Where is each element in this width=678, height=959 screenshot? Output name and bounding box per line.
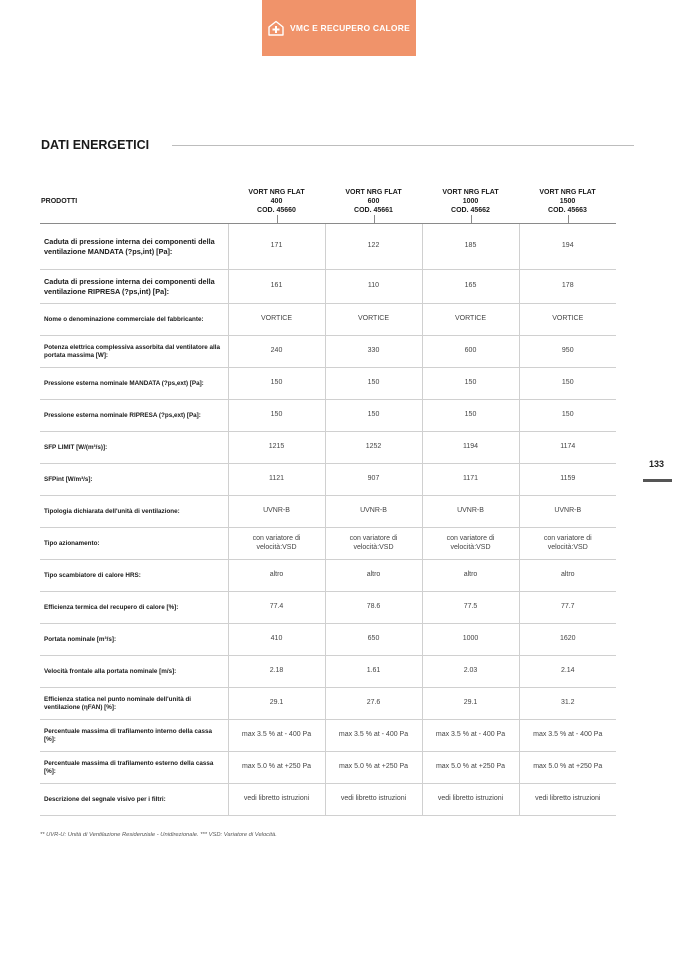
value-cell: vedi libretto istruzioni <box>422 784 519 816</box>
value-cell: con variatore di velocità:VSD <box>422 528 519 560</box>
value-cell: 185 <box>422 224 519 270</box>
row-label: Percentuale massima di trafilamento esterno della cassa [%]: <box>40 752 228 784</box>
product-name: VORT NRG FLAT <box>345 189 402 196</box>
row-label: Portata nominale [m³/s]: <box>40 624 228 656</box>
table-row <box>40 656 616 688</box>
category-tab[interactable] <box>262 0 416 56</box>
table-row <box>40 752 616 784</box>
product-name: VORT NRG FLAT <box>248 189 305 196</box>
value-cell: 150 <box>519 368 616 400</box>
table-row <box>40 432 616 464</box>
value-cell: 29.1 <box>228 688 325 720</box>
value-cell: 77.4 <box>228 592 325 624</box>
value-cell: con variatore di velocità:VSD <box>228 528 325 560</box>
row-label: Velocità frontale alla portata nominale [m/s]: <box>40 656 228 688</box>
value-cell: 110 <box>325 270 422 304</box>
value-cell: 330 <box>325 336 422 368</box>
row-label: Tipo azionamento: <box>40 528 228 560</box>
row-label: Pressione esterna nominale RIPRESA (?ps,ext) [Pa]: <box>40 400 228 432</box>
row-label: Caduta di pressione interna dei componenti della ventilazione MANDATA (?ps,int) [Pa]: <box>40 224 228 270</box>
value-cell: max 3.5 % at - 400 Pa <box>325 720 422 752</box>
value-cell: 150 <box>422 400 519 432</box>
product-name: VORT NRG FLAT <box>442 189 499 196</box>
value-cell: 29.1 <box>422 688 519 720</box>
value-cell: 78.6 <box>325 592 422 624</box>
value-cell: 1000 <box>422 624 519 656</box>
table-row <box>40 224 616 270</box>
house-plus-icon <box>268 20 284 36</box>
product-size: 1000 <box>462 198 479 205</box>
table-row <box>40 464 616 496</box>
table-row <box>40 560 616 592</box>
value-cell: altro <box>228 560 325 592</box>
value-cell: 1620 <box>519 624 616 656</box>
row-label: Efficienza termica del recupero di calore [%]: <box>40 592 228 624</box>
value-cell: UVNR-B <box>228 496 325 528</box>
value-cell: 650 <box>325 624 422 656</box>
value-cell: max 5.0 % at +250 Pa <box>422 752 519 784</box>
value-cell: VORTICE <box>519 304 616 336</box>
value-cell: 2.14 <box>519 656 616 688</box>
value-cell: 150 <box>422 368 519 400</box>
row-label: Tipologia dichiarata dell'unità di ventilazione: <box>40 496 228 528</box>
value-cell: 122 <box>325 224 422 270</box>
page-number: 133 <box>649 459 665 469</box>
section-title: DATI ENERGETICI <box>41 138 150 152</box>
table-row <box>40 528 616 560</box>
value-cell: 907 <box>325 464 422 496</box>
title-divider <box>172 145 634 146</box>
value-cell: 194 <box>519 224 616 270</box>
row-label: Pressione esterna nominale MANDATA (?ps,ext) [Pa]: <box>40 368 228 400</box>
row-label: Descrizione del segnale visivo per i filtri: <box>40 784 228 816</box>
product-code: COD. 45662 <box>451 207 490 214</box>
product-name: VORT NRG FLAT <box>539 189 596 196</box>
value-cell: 161 <box>228 270 325 304</box>
header-tick <box>471 215 472 223</box>
table-row <box>40 336 616 368</box>
value-cell: 150 <box>228 368 325 400</box>
value-cell: 150 <box>228 400 325 432</box>
energy-data-table <box>40 180 616 816</box>
product-size: 400 <box>270 198 283 205</box>
value-cell: max 3.5 % at - 400 Pa <box>422 720 519 752</box>
table-row <box>40 304 616 336</box>
header-tick <box>568 215 569 223</box>
products-header-label: PRODOTTI <box>41 198 78 205</box>
value-cell: 410 <box>228 624 325 656</box>
row-label: Percentuale massima di trafilamento interno della cassa [%]: <box>40 720 228 752</box>
value-cell: vedi libretto istruzioni <box>228 784 325 816</box>
value-cell: 77.5 <box>422 592 519 624</box>
value-cell: altro <box>325 560 422 592</box>
value-cell: altro <box>519 560 616 592</box>
value-cell: vedi libretto istruzioni <box>519 784 616 816</box>
value-cell: 600 <box>422 336 519 368</box>
table-row <box>40 270 616 304</box>
value-cell: 77.7 <box>519 592 616 624</box>
product-header <box>228 180 325 224</box>
product-size: 1500 <box>559 198 576 205</box>
value-cell: 1171 <box>422 464 519 496</box>
value-cell: 2.18 <box>228 656 325 688</box>
product-size: 600 <box>367 198 380 205</box>
value-cell: con variatore di velocità:VSD <box>325 528 422 560</box>
value-cell: altro <box>422 560 519 592</box>
table-header-row <box>40 180 616 224</box>
row-label: Caduta di pressione interna dei componenti della ventilazione RIPRESA (?ps,int) [Pa]: <box>40 270 228 304</box>
product-header <box>325 180 422 224</box>
value-cell: 150 <box>519 400 616 432</box>
footnote: ** UVR-U: Unità di Ventilazione Residenziale - Unidirezionale. *** VSD: Variatore di Velocità. <box>40 832 277 838</box>
value-cell: max 3.5 % at - 400 Pa <box>228 720 325 752</box>
header-tick <box>277 215 278 223</box>
value-cell: VORTICE <box>228 304 325 336</box>
row-label: SFP LIMIT [W/(m³/s)]: <box>40 432 228 464</box>
products-header <box>40 180 228 224</box>
value-cell: 171 <box>228 224 325 270</box>
value-cell: UVNR-B <box>422 496 519 528</box>
value-cell: 1174 <box>519 432 616 464</box>
row-label: Efficienza statica nel punto nominale dell'unità di ventilazione (ηFAN) [%]: <box>40 688 228 720</box>
table-row <box>40 688 616 720</box>
value-cell: 178 <box>519 270 616 304</box>
table-row <box>40 720 616 752</box>
value-cell: con variatore di velocità:VSD <box>519 528 616 560</box>
product-header <box>519 180 616 224</box>
table-row <box>40 624 616 656</box>
value-cell: 1.61 <box>325 656 422 688</box>
page-number-bar <box>643 479 672 482</box>
product-code: COD. 45660 <box>257 207 296 214</box>
value-cell: 1121 <box>228 464 325 496</box>
table-row <box>40 368 616 400</box>
value-cell: 165 <box>422 270 519 304</box>
table-row <box>40 496 616 528</box>
value-cell: 27.6 <box>325 688 422 720</box>
value-cell: 150 <box>325 400 422 432</box>
value-cell: vedi libretto istruzioni <box>325 784 422 816</box>
value-cell: max 5.0 % at +250 Pa <box>228 752 325 784</box>
value-cell: max 5.0 % at +250 Pa <box>519 752 616 784</box>
product-code: COD. 45661 <box>354 207 393 214</box>
value-cell: 1194 <box>422 432 519 464</box>
value-cell: 950 <box>519 336 616 368</box>
value-cell: VORTICE <box>325 304 422 336</box>
row-label: SFPint [W/m³/s]: <box>40 464 228 496</box>
value-cell: 2.03 <box>422 656 519 688</box>
value-cell: 240 <box>228 336 325 368</box>
header-tick <box>374 215 375 223</box>
value-cell: UVNR-B <box>325 496 422 528</box>
table-row <box>40 592 616 624</box>
value-cell: 1215 <box>228 432 325 464</box>
category-tab-label: VMC E RECUPERO CALORE <box>290 23 410 33</box>
product-header <box>422 180 519 224</box>
table-row <box>40 400 616 432</box>
row-label: Nome o denominazione commerciale del fabbricante: <box>40 304 228 336</box>
value-cell: 1159 <box>519 464 616 496</box>
row-label: Tipo scambiatore di calore HRS: <box>40 560 228 592</box>
table-row <box>40 784 616 816</box>
value-cell: max 3.5 % at - 400 Pa <box>519 720 616 752</box>
table-body <box>40 224 616 816</box>
value-cell: max 5.0 % at +250 Pa <box>325 752 422 784</box>
value-cell: VORTICE <box>422 304 519 336</box>
value-cell: 1252 <box>325 432 422 464</box>
value-cell: 31.2 <box>519 688 616 720</box>
value-cell: UVNR-B <box>519 496 616 528</box>
row-label: Potenza elettrica complessiva assorbita dal ventilatore alla portata massima [W]: <box>40 336 228 368</box>
value-cell: 150 <box>325 368 422 400</box>
product-code: COD. 45663 <box>548 207 587 214</box>
